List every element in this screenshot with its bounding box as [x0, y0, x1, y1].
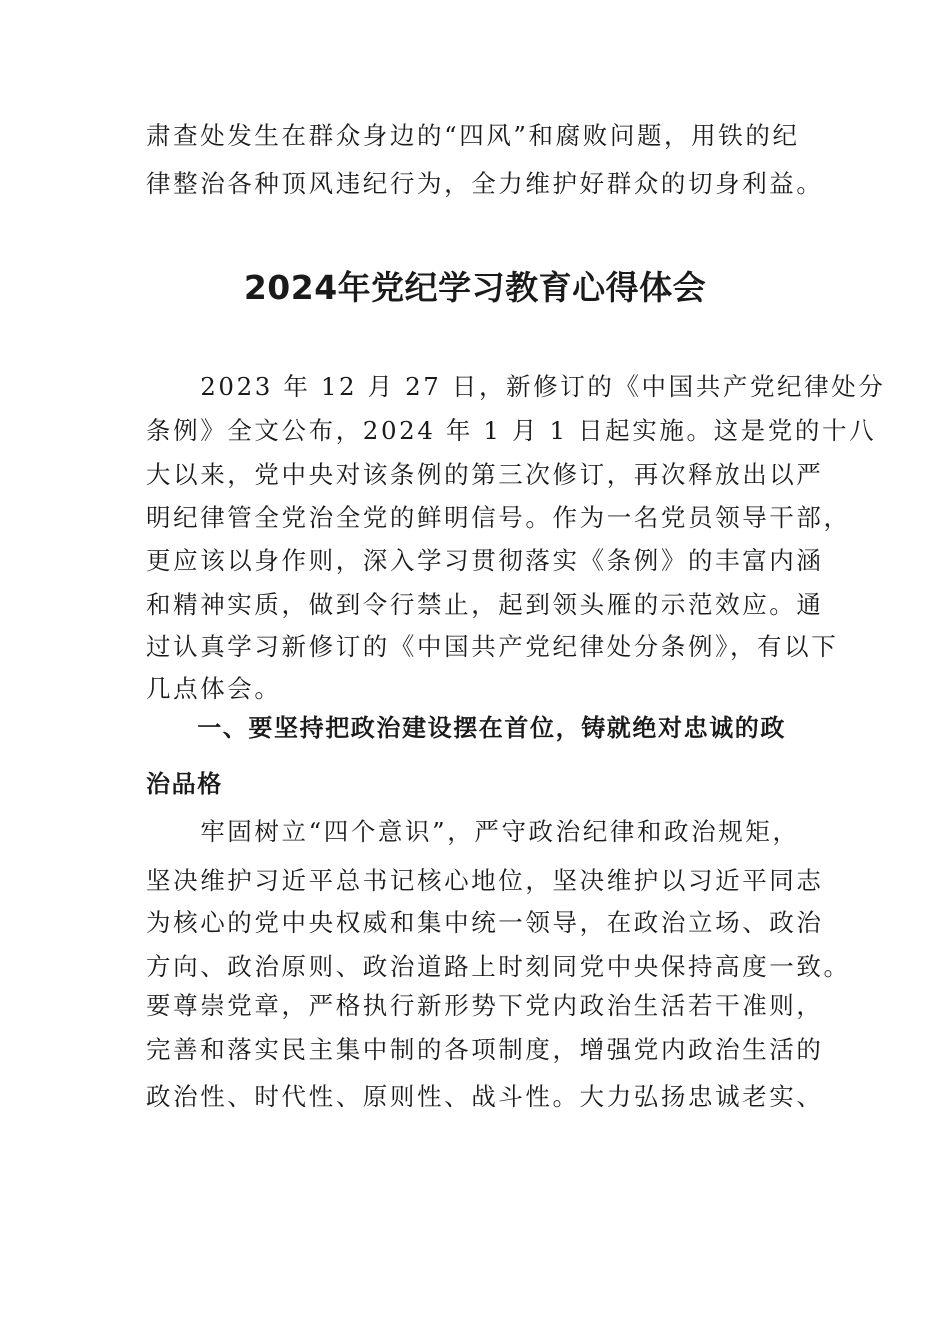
intro-line: 过认真学习新修订的《中国共产党纪律处分条例》，有以下 — [146, 632, 839, 661]
article-title: 2024年党纪学习教育心得体会 — [243, 268, 707, 307]
carryover-line: 律整治各种顶风违纪行为，全力维护好群众的切身利益。 — [146, 169, 824, 198]
section-body-line: 完善和落实民主集中制的各项制度，增强党内政治生活的 — [146, 1035, 824, 1064]
section-body-line: 政治性、时代性、原则性、战斗性。大力弘扬忠诚老实、 — [146, 1082, 824, 1111]
section-heading: 一、要坚持把政治建设摆在首位，铸就绝对忠诚的政 — [146, 714, 786, 742]
section-body-line: 坚决维护习近平总书记核心地位，坚决维护以习近平同志 — [146, 866, 824, 895]
intro-line: 条例》全文公布，2024 年 1 月 1 日起实施。这是党的十八 — [146, 416, 877, 445]
intro-line: 和精神实质，做到令行禁止，起到领头雁的示范效应。通 — [146, 590, 824, 619]
intro-line: 更应该以身作则，深入学习贯彻落实《条例》的丰富内涵 — [146, 546, 824, 575]
intro-line: 几点体会。 — [146, 674, 282, 703]
section-body-line: 方向、政治原则、政治道路上时刻同党中央保持高度一致。 — [146, 952, 851, 981]
intro-line: 大以来，党中央对该条例的第三次修订，再次释放出以严 — [146, 460, 824, 489]
section-heading: 治品格 — [146, 770, 223, 798]
section-body-line: 牢固树立“四个意识”，严守政治纪律和政治规矩， — [146, 817, 800, 846]
carryover-line: 肃查处发生在群众身边的“四风”和腐败问题，用铁的纪 — [146, 121, 800, 150]
section-body-line: 为核心的党中央权威和集中统一领导，在政治立场、政治 — [146, 908, 824, 937]
section-body-line: 要尊崇党章，严格执行新形势下党内政治生活若干准则， — [146, 991, 824, 1020]
intro-line: 明纪律管全党治全党的鲜明信号。作为一名党员领导干部， — [146, 503, 851, 532]
intro-line: 2023 年 12 月 27 日，新修订的《中国共产党纪律处分 — [146, 372, 886, 401]
